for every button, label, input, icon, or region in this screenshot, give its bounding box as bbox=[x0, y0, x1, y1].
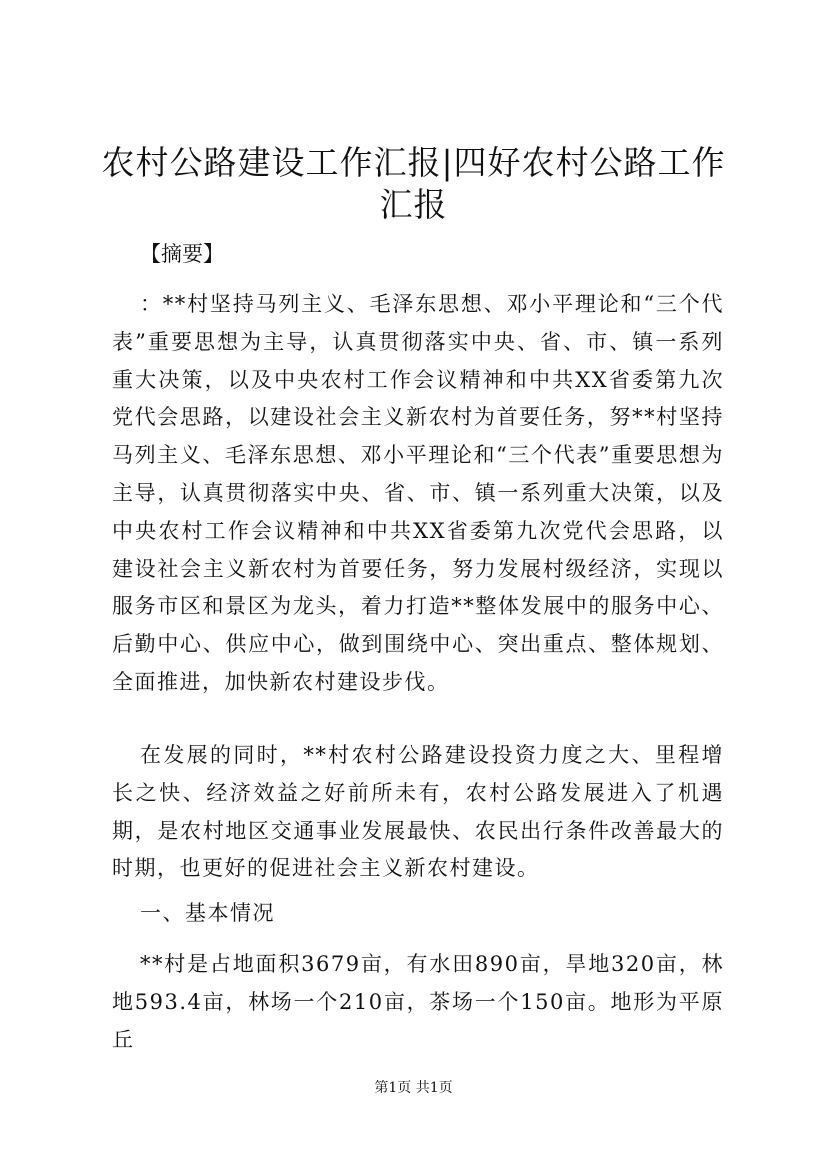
abstract-label: 【摘要】 bbox=[140, 242, 224, 266]
section-heading-basic-info: 一、基本情况 bbox=[140, 901, 275, 925]
paragraph-abstract: ：**村坚持马列主义、毛泽东思想、邓小平理论和“三个代表”重要思想为主导，认真贯彻落实中央、省、市、镇一系列重大决策，以及中央农村工作会议精神和中共XX省委第九次党代会思路，以建设社会主义新农村为首要任务，努**村坚持马列主义、毛泽东思想、邓小平理论和“三个代表”重要思想为主导，认真贯彻落实中央、省、市、镇一系列重大决策，以及中央农村工作会议精神和中共XX省委第九次党代会思路，以建设社会主义新农村为首要任务，努力发展村级经济，实现以服务市区和景区为龙头，着力打造**整体发展中的服务中心、后勤中心、供应中心，做到围绕中心、突出重点、整体规划、全面推进，加快新农村建设步伐。 bbox=[112, 292, 724, 694]
page-number-footer: 第1页 共1页 bbox=[374, 1080, 453, 1096]
paragraph-basic-info: **村是占地面积3679亩，有水田890亩，旱地320亩，林地593.4亩，林场一个210亩，茶场一个150亩。地形为平原丘 bbox=[112, 952, 724, 1052]
document-title: 农村公路建设工作汇报|四好农村公路工作汇报 bbox=[101, 143, 726, 224]
paragraph-development: 在发展的同时，**村农村公路建设投资力度之大、里程增长之快、经济效益之好前所未有，农村公路发展进入了机遇期，是农村地区交通事业发展最快、农民出行条件改善最大的时期，也更好的促进社会主义新农村建设。 bbox=[112, 743, 724, 881]
